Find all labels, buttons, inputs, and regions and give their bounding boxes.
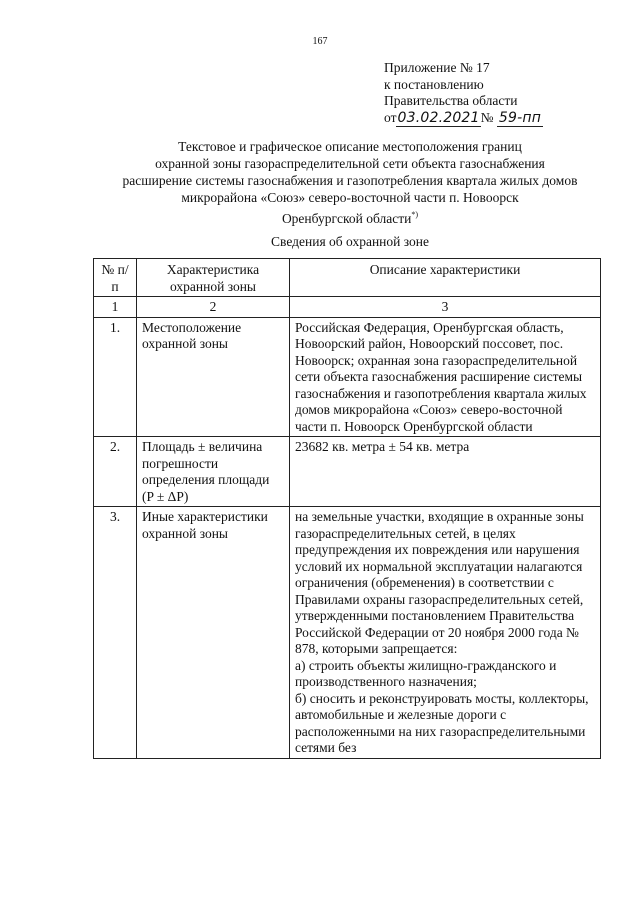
document-title [60, 138, 640, 227]
row-3-paragraph-2: а) строить объекты жилищно-гражданского и производственного назначения; [295, 657, 557, 689]
title-line-5 [60, 206, 640, 227]
number-prefix: № [480, 109, 494, 125]
appendix-date-line [384, 110, 543, 127]
row-2-num: 2. [94, 437, 137, 507]
row-2-characteristic: Площадь ± величина погрешности определения площади (P ± ΔP) [137, 437, 290, 507]
appendix-line-2: к постановлению [384, 76, 484, 92]
title-line-4: микрорайона «Союз» северо-восточной части п. Новоорск [181, 190, 519, 205]
handwritten-date: 03.02.2021 [397, 109, 480, 126]
column-number-row [94, 297, 601, 318]
header-characteristic: Характеристика охранной зоны [137, 259, 290, 297]
title-line-3: расширение системы газоснабжения и газопотребления квартала жилых домов [122, 173, 578, 188]
table-row [94, 507, 601, 759]
row-3-paragraph-3: б) сносить и реконструировать мосты, коллекторы, автомобильные и железные дороги с расположенными на них газораспределительными сетями без [295, 690, 589, 755]
handwritten-number: 59-пп [498, 109, 542, 126]
appendix-line-3: Правительства области [384, 93, 518, 108]
title-line-2: охранной зоны газораспределительной сети объекта газоснабжения [155, 156, 545, 171]
row-3-paragraph-1: на земельные участки, входящие в охранные зоны газораспределительных сетей, в целях предупреждения их повреждения или нарушения условий их нормальной эксплуатации налагаются ограничения (обременения) в соответствии с Правилами охраны газораспределительных сетей, утвержденными постановлением Правительства Российской Федерации от 20 ноября 2000 года № 878, которыми запрещается: [295, 509, 584, 656]
row-3-num: 3. [94, 507, 137, 759]
row-2-description: 23682 кв. метра ± 54 кв. метра [290, 437, 601, 507]
table-row [94, 317, 601, 437]
row-1-num: 1. [94, 317, 137, 437]
page-number: 167 [312, 36, 328, 47]
title-line-1: Текстовое и графическое описание местоположения границ [178, 139, 522, 154]
row-3-characteristic: Иные характеристики охранной зоны [137, 507, 290, 759]
appendix-header [384, 60, 543, 126]
footnote-mark: *) [411, 210, 419, 219]
date-prefix: от [384, 109, 397, 125]
table-row [94, 437, 601, 507]
zone-info-table [93, 258, 601, 759]
row-1-description: Российская Федерация, Оренбургская область, Новоорский район, Новоорский поссовет, пос. Новоорск; охранная зона газораспределительной сети объекта газоснабжения расширение системы газоснабжения и газопотребления квартала жилых домов микрорайона «Союз» северо-восточной части п. Новоорск Оренбургской области [290, 317, 601, 437]
section-subtitle: Сведения об охранной зоне [271, 234, 429, 249]
header-num: № п/п [94, 259, 137, 297]
row-3-description [290, 507, 601, 759]
column-number-3: 3 [290, 297, 601, 318]
header-description: Описание характеристики [290, 259, 601, 297]
column-number-1: 1 [94, 297, 137, 318]
appendix-line-1: Приложение № 17 [384, 60, 490, 75]
table-header-row [94, 259, 601, 297]
row-1-characteristic: Местоположение охранной зоны [137, 317, 290, 437]
column-number-2: 2 [137, 297, 290, 318]
title-line-5-text: Оренбургской области [281, 211, 412, 226]
